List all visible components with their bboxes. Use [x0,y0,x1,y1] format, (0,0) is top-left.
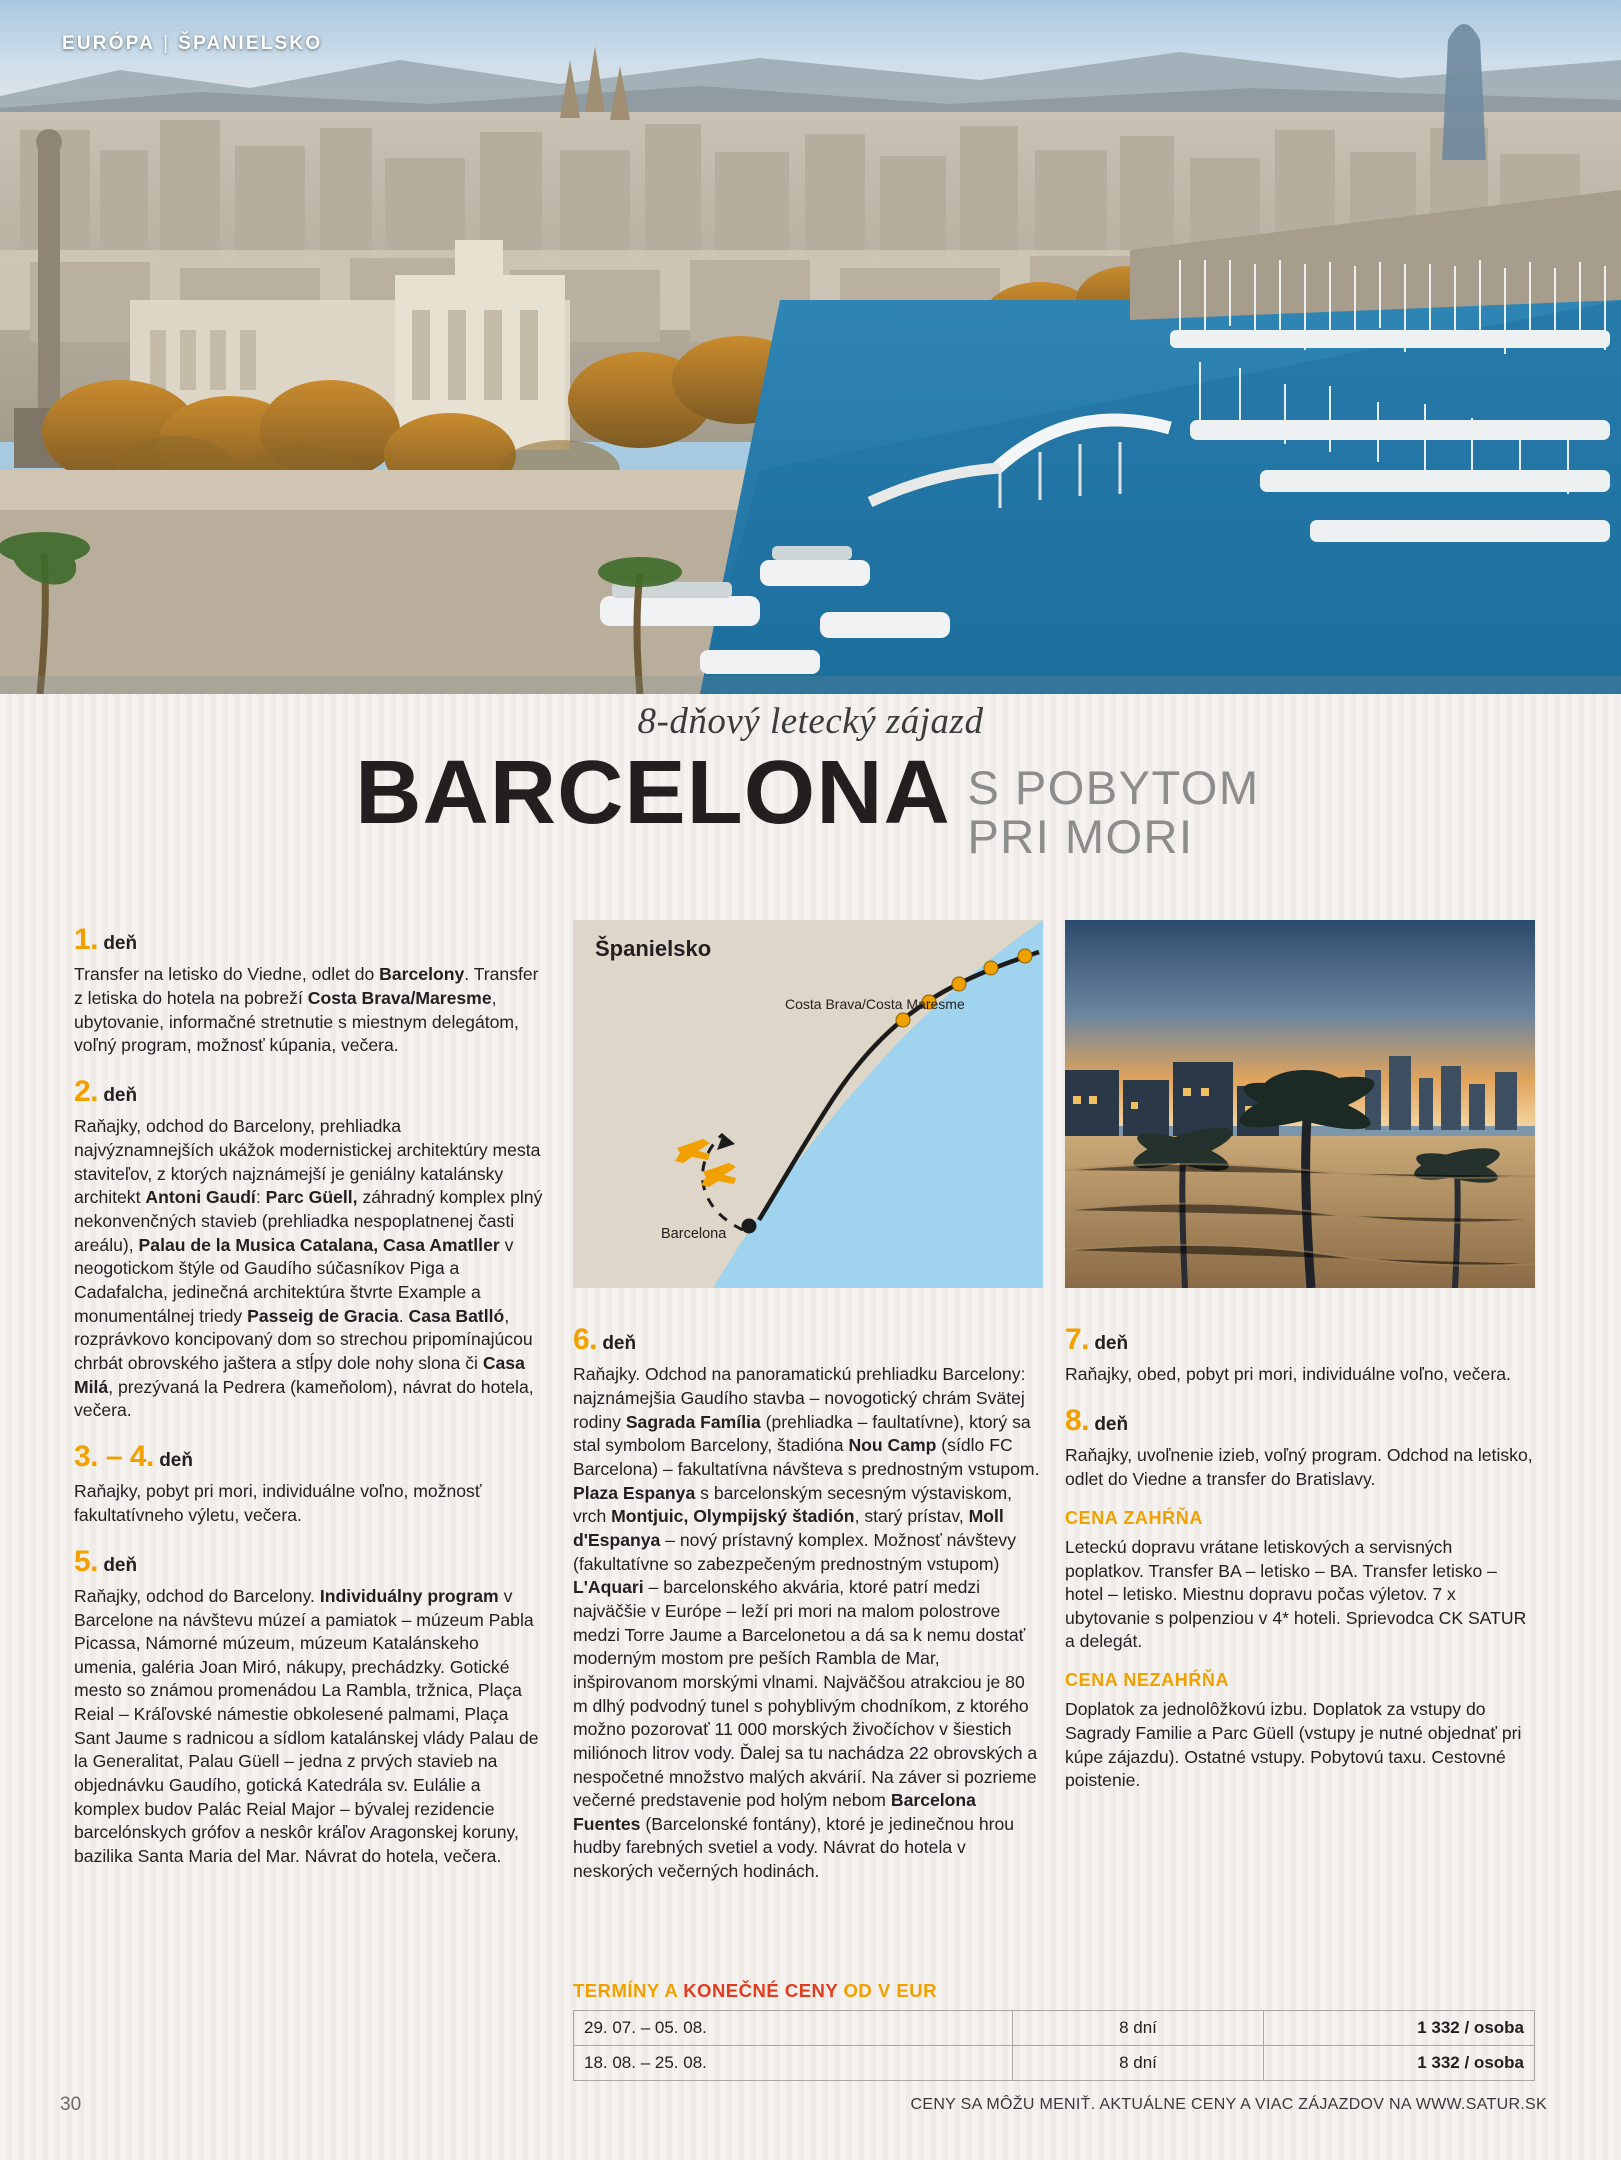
day-number-6: 6. [573,1323,598,1356]
pricing-title-part1: TERMÍNY A [573,1980,684,2001]
day-text-7: Raňajky, obed, pobyt pri mori, individuálne voľno, večera. [1065,1364,1511,1385]
day-number-8: 8. [1065,1404,1090,1437]
row-price: 1 332 / osoba [1264,2046,1535,2081]
hero-illustration [0,0,1621,694]
column-1 [74,920,544,1883]
section-text-price-excludes: Doplatok za jednolôžkovú izbu. Doplatok za vstupy do Sagrady Familie a Parc Güell (vstupy je nutné objednať pri kúpe zájazdu). Ostatné vstupy. Pobytovú taxu. Cestovné poistenie. [1065,1699,1522,1791]
title-kicker: 8-dňový letecký zájazd [637,701,984,742]
day-heading-1 [74,920,544,960]
day-number-2: 2. [74,1074,99,1108]
day-number-7: 7. [1065,1323,1090,1356]
row-dates: 18. 08. – 25. 08. [574,2046,1013,2081]
day-number-1: 1. [74,923,99,956]
column-3 [1065,1320,1535,1807]
day-text-6: Raňajky. Odchod na panoramatickú prehliadku Barcelony: najznámejšia Gaudího stavba – novogotický chrám Svätej rodiny Sagrada Família (prehliadka – faultatívne), ktorý sa stal symbolom Barcelony, štadióna Nou Camp (sídlo FC Barcelona) – fakultatívna návšteva s prednostným vstupom. Plaza Espanya s barcelonským secesným výstaviskom, vrch Montjuic, Olympijský štadión, starý prístav, Moll d'Espanya – nový prístavný komplex. Možnosť návštevy (fakultatívne so zabezpečeným prednostným vstupom) L'Aquari – barcelonského akvária, ktoré patrí medzi najväčšie v Európe – leží pri mori na malom polostrove medzi Torre Jaume a Barcelonetou a dá sa k nemu dostať moderným mostom pre peších Rambla de Mar, inšpirovanom morskými vlnami. Najväčšou atrakciou je 80 m dlhý podvodný tunel s pohyblivým chodníkom, z ktorého možno pozorovať 11 000 morských živočíchov v šiestich miliónoch litrov vody. Ďalej sa tu nachádza 22 obrovských a nespočetné množstvo malých akvárií. Na záver si pozrieme večerné predstavenie pod holým nebom Barcelona Fuentes (Barcelonské fontány), ktoré je jedinečnou hrou hudby farebných svetiel a vody. Návrat do hotela v neskorých večerných hodinách. [573,1364,1040,1882]
day-heading-5 [74,1542,544,1582]
pricing-block [573,1980,1535,2081]
page-subtitle-line1: S POBYTOM [967,761,1260,814]
row-price: 1 332 / osoba [1264,2011,1535,2046]
page-number: 30 [60,2094,82,2115]
map-coast-label: Costa Brava/Costa Maresme [785,996,965,1012]
pricing-title-part3: OD V EUR [837,1980,937,2001]
pricing-table [573,2010,1535,2081]
footer-note: CENY SA MÔŽU MENIŤ. AKTUÁLNE CENY A VIAC ZÁJAZDOV NA WWW.SATUR.SK [910,2096,1547,2113]
day-text-2: Raňajky, odchod do Barcelony, prehliadka najvýznamnejších ukážok modernistickej architektúry mesta staviteľov, z ktorých najznámejší je geniálny katalánsky architekt Antoni Gaudí: Parc Güell, záhradný komplex plný nekonvenčných stavieb (prehliadka nespoplatnenej časti areálu), Palau de la Musica Catalana, Casa Amatller v neogotickom štýle od Gaudího súčasníkov Piga a Cadafalcha, jedinečná architektúra štvrte Example a monumentálnej triedy Passeig de Gracia. Casa Batlló, rozprávkovo koncipovaný dom so strechou pripomínajúcou chrbát obrovského jaštera a stĺpy dole nohy slona či Casa Milá, prezývaná la Pedrera (kameňolom), návrat do hotela, večera. [74,1116,543,1421]
day-heading-3 [74,1437,544,1477]
section-heading-price-excludes: CENA NEZAHŔŇA [1065,1670,1230,1691]
day-text-3: Raňajky, pobyt pri mori, individuálne voľno, možnosť fakultatívneho výletu, večera. [74,1481,482,1525]
section-text-price-includes: Leteckú dopravu vrátane letiskových a servisných poplatkov. Transfer BA – letisko – BA. Transfer letisko – hotel – letisko. Miestnu dopravu počas výletov. 7 x ubytovanie s polpenziou v 4* hoteli. Sprievodca CK SATUR a delegát. [1065,1536,1527,1652]
itinerary-columns [0,920,1621,1920]
day-number-3: 3. – 4. [74,1439,154,1473]
day-label-6: deň [602,1333,637,1354]
row-duration: 8 dní [1013,2046,1264,2081]
day-label-3: deň [159,1449,193,1471]
day-text-5: Raňajky, odchod do Barcelony. Individuálny program v Barcelone na návštevu múzeí a pamiatok – múzeum Pabla Picassa, Námorné múzeum, múzeum Katalánskeho umenia, galéria Joan Miró, nákupy, prechádzky. Gotické mesto so známou promenádou La Rambla, tržnica, Plaça Reial – Kráľovské námestie obkolesené palmami, Plaça Sant Jaume s radnicou a sídlom katalánskej vlády Palau de la Generalitat, Palau Güell – jedna z prvých stavieb na objednávku Gaudího, gotická Katedrála sv. Eulálie a komplex budov Palác Reial Major – bývalej rezidencie barcelónskych grófov a neskôr kráľov Aragonskej koruny, bazilika Santa Maria del Mar. Návrat do hotela, večera. [74,1585,539,1867]
map-title: Španielsko [595,936,712,961]
title-row [0,743,1621,864]
column-2 [573,1320,1043,1898]
breadcrumb [62,33,322,55]
page-title-block [0,700,1621,862]
map-city-label: Barcelona [661,1226,727,1242]
page-subtitle-line2: PRI MORI [967,810,1194,864]
breadcrumb-country: ŠPANIELSKO [178,33,323,54]
day-label-7: deň [1094,1333,1129,1354]
pricing-title [573,1980,1535,2002]
section-heading-price-includes: CENA ZAHŔŇA [1065,1507,1203,1528]
table-row [574,2011,1535,2046]
day-label-2: deň [103,1084,138,1106]
day-label-8: deň [1094,1414,1129,1435]
day-heading-7 [1065,1320,1535,1360]
day-heading-8 [1065,1401,1535,1441]
day-heading-6 [573,1320,1043,1360]
row-dates: 29. 07. – 05. 08. [574,2011,1013,2046]
day-text-8: Raňajky, uvoľnenie izieb, voľný program. Odchod na letisko, odlet do Viedne a transfer do Bratislavy. [1065,1445,1533,1489]
breadcrumb-region: EURÓPA [62,33,156,54]
page-title: BARCELONA [355,743,952,843]
day-label-1: deň [103,933,138,954]
page-subtitle [967,749,1259,862]
day-label-5: deň [103,1554,138,1576]
day-heading-2 [74,1072,544,1112]
breadcrumb-separator: | [163,33,171,54]
hero-photo-barcelona [0,0,1621,694]
pricing-title-part2: KONEČNÉ CENY [683,1980,838,2001]
table-row [574,2046,1535,2081]
day-text-1: Transfer na letisko do Viedne, odlet do Barcelony. Transfer z letiska do hotela na pobreží Costa Brava/Maresme, ubytovanie, informačné stretnutie s miestnym delegátom, voľný program, možnosť kúpania, večera. [74,964,539,1056]
row-duration: 8 dní [1013,2011,1264,2046]
day-number-5: 5. [74,1544,99,1578]
